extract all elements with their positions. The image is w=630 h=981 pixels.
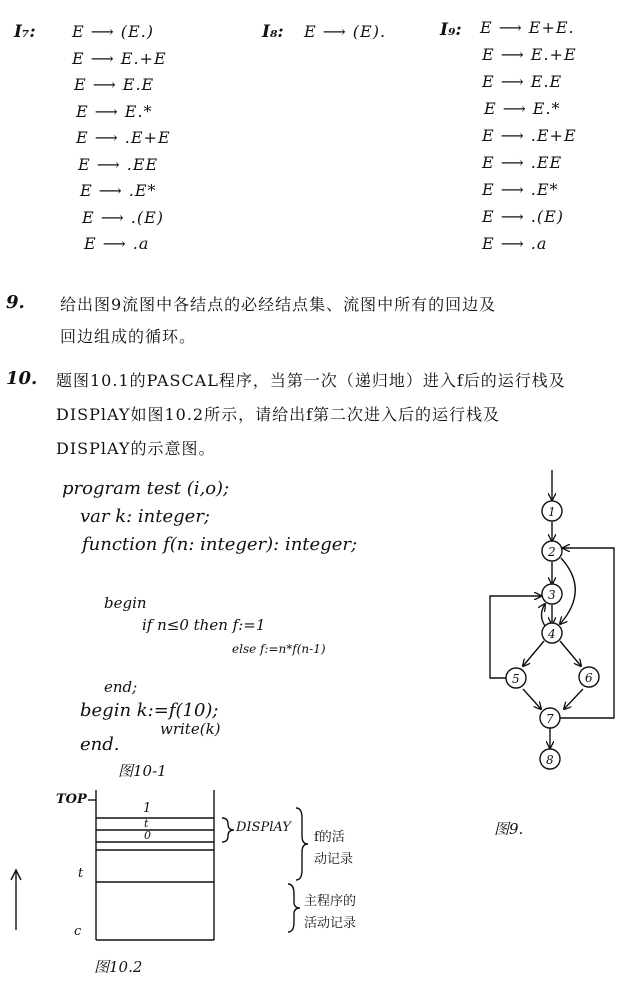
item-set-i7-item: E ⟶ .E+E	[76, 128, 171, 147]
item-set-i7-item: E ⟶ E.*	[76, 101, 153, 121]
figure-10-2-caption: 图10.2	[94, 958, 143, 976]
svg-text:1: 1	[548, 505, 556, 519]
item-set-i7-item: E ⟶ .a	[84, 234, 150, 253]
item-set-label-i9: I₉:	[440, 20, 462, 40]
flow-node-4	[542, 623, 562, 643]
item-set-i7-item: E ⟶ (E.)	[72, 22, 155, 41]
item-set-i7-item: E ⟶ .E*	[80, 181, 157, 200]
item-set-label-i7: I₇:	[14, 22, 36, 42]
item-set-i7-item: E ⟶ .(E)	[82, 207, 165, 227]
question-10-number: 10.	[6, 368, 38, 389]
svg-text:5: 5	[512, 672, 520, 686]
flow-node-6	[579, 667, 599, 687]
main-record-label-line-1: 主程序的	[304, 894, 357, 909]
program-line-9: write(k)	[160, 720, 221, 738]
stack-top-label: TOP	[56, 792, 87, 807]
item-set-i9-item: E ⟶ E.+E	[482, 45, 577, 64]
program-line-6: else f:=n*f(n-1)	[232, 642, 326, 656]
stack-c-label: c	[74, 924, 82, 939]
edge-4-6	[560, 641, 581, 666]
f-record-label-line-2: 动记录	[314, 852, 354, 867]
program-line-3: function f(n: integer): integer;	[82, 534, 358, 555]
item-set-i8-item: E ⟶ (E).	[304, 22, 387, 41]
item-set-i9-item: E ⟶ .(E)	[482, 207, 565, 226]
item-set-label-i8: I₈:	[262, 22, 284, 42]
item-set-i9-item: E ⟶ E+E.	[480, 18, 575, 37]
item-set-i9-item: E ⟶ .a	[482, 234, 548, 253]
item-set-i9-item: E ⟶ .E*	[482, 180, 559, 199]
program-line-8: begin k:=f(10);	[80, 700, 219, 721]
svg-text:8: 8	[546, 753, 554, 767]
svg-text:3: 3	[548, 588, 556, 602]
question-9-line-2: 回边组成的循环。	[60, 327, 197, 346]
stack-cell-1: 1	[143, 801, 152, 816]
edge-7-2	[560, 548, 614, 718]
program-line-5: if n≤0 then f:=1	[142, 616, 266, 634]
stack-cell-0: 0	[144, 829, 151, 842]
program-line-2: var k: integer;	[80, 506, 210, 527]
program-line-7: end;	[104, 678, 138, 696]
program-line-10: end.	[80, 734, 120, 755]
flow-node-2	[542, 541, 562, 561]
flow-node-3	[542, 584, 562, 604]
svg-text:6: 6	[585, 671, 593, 685]
question-9-line-1: 给出图9流图中各结点的必经结点集、流图中所有的回边及	[60, 295, 497, 314]
flow-node-1	[542, 501, 562, 521]
svg-text:2: 2	[548, 545, 556, 559]
item-set-i9-item: E ⟶ E.E	[482, 72, 563, 91]
svg-text:7: 7	[546, 712, 554, 726]
item-set-i7-item: E ⟶ .EE	[78, 154, 159, 174]
main-record-label-line-2: 活动记录	[304, 916, 357, 931]
flow-node-5	[506, 668, 526, 688]
stack-cell-t: t	[144, 817, 149, 830]
program-line-4: begin	[104, 594, 147, 612]
edge-5-7	[523, 689, 541, 709]
question-10-line-2: DISPlAY如图10.2所示，请给出f第二次进入后的运行栈及	[56, 405, 501, 424]
edge-2-4	[560, 558, 575, 624]
item-set-i9-item: E ⟶ .EE	[482, 153, 563, 172]
flow-node-8	[540, 749, 560, 769]
f-record-label-line-1: f的活	[314, 830, 345, 845]
edge-4-5	[523, 641, 544, 666]
question-10-line-3: DISPlAY的示意图。	[56, 439, 216, 458]
edge-4-3	[542, 604, 546, 626]
item-set-i7-item: E ⟶ E.+E	[72, 48, 167, 68]
program-line-1: program test (i,o);	[62, 478, 230, 499]
question-10-line-1: 题图10.1的PASCAL程序，当第一次（递归地）进入f后的运行栈及	[56, 371, 566, 390]
figure-10-1-caption: 图10-1	[118, 762, 167, 780]
item-set-i9-item: E ⟶ E.*	[484, 99, 561, 118]
display-label: DISPlAY	[236, 820, 291, 835]
item-set-i7-item: E ⟶ E.E	[74, 75, 155, 94]
question-9-number: 9.	[6, 292, 25, 313]
svg-text:4: 4	[548, 627, 556, 641]
flow-node-7	[540, 708, 560, 728]
item-set-i9-item: E ⟶ .E+E	[482, 126, 577, 145]
edge-6-7	[564, 689, 583, 709]
stack-t-label: t	[78, 866, 84, 881]
edge-5-3	[490, 596, 541, 678]
figure-9-caption: 图9.	[494, 820, 524, 838]
